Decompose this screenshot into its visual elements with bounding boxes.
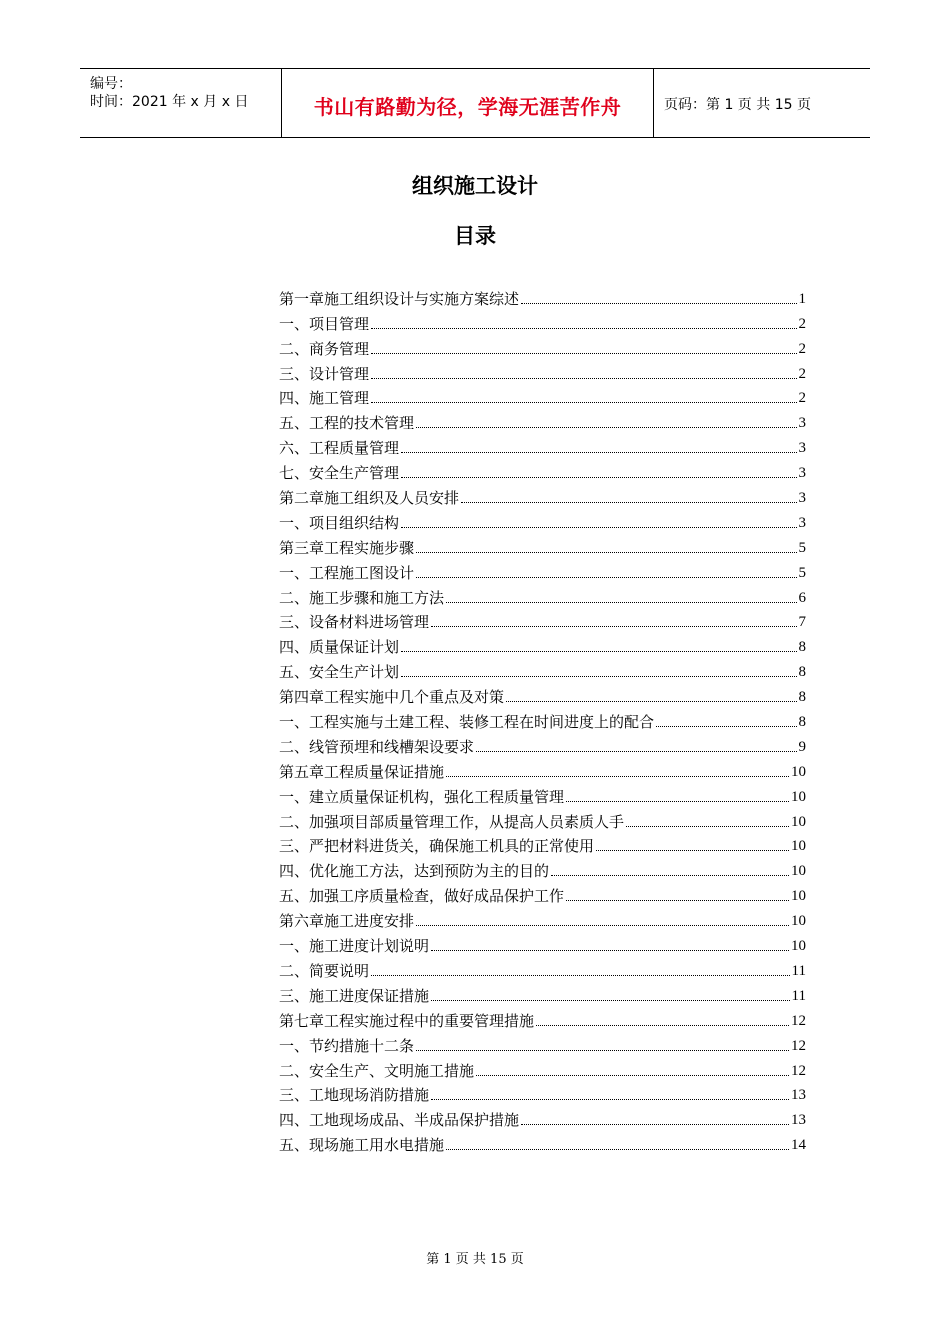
toc-entry-title: 四、优化施工方法，达到预防为主的目的	[279, 862, 550, 881]
toc-entry-title: 六、工程质量管理	[279, 439, 400, 458]
page-footer: 第 1 页 共 15 页	[426, 1252, 524, 1267]
toc-dot-leader	[476, 1074, 789, 1076]
toc-entry[interactable]	[279, 359, 806, 384]
toc-entry[interactable]	[279, 707, 806, 732]
toc-dot-leader	[416, 576, 796, 578]
document-header	[80, 68, 870, 138]
toc-entry-title: 五、现场施工用水电措施	[279, 1136, 445, 1155]
toc-entry[interactable]	[279, 981, 806, 1006]
toc-entry-title: 四、质量保证计划	[279, 638, 400, 657]
toc-entry-title: 三、设计管理	[279, 364, 370, 383]
toc-entry-title: 三、设备材料进场管理	[279, 613, 430, 632]
toc-entry[interactable]	[279, 757, 806, 782]
toc-dot-leader	[371, 974, 790, 976]
toc-entry-title: 二、施工步骤和施工方法	[279, 588, 445, 607]
toc-entry-page: 8	[798, 714, 806, 731]
toc-dot-leader	[476, 750, 796, 752]
toc-entry[interactable]	[279, 533, 806, 558]
toc-entry-title: 三、严把材料进货关，确保施工机具的正常使用	[279, 837, 595, 856]
toc-entry-title: 二、加强项目部质量管理工作，从提高人员素质人手	[279, 812, 625, 831]
toc-entry-page: 3	[798, 440, 806, 457]
toc-dot-leader	[446, 601, 796, 603]
toc-entry-page: 10	[791, 888, 806, 905]
toc-entry-page: 13	[791, 1087, 806, 1104]
toc-entry-title: 二、商务管理	[279, 339, 370, 358]
toc-entry-title: 一、项目管理	[279, 314, 370, 333]
toc-entry[interactable]	[279, 309, 806, 334]
toc-dot-leader	[506, 700, 796, 702]
toc-entry[interactable]	[279, 284, 806, 309]
toc-entry-page: 5	[798, 539, 806, 556]
toc-entry-page: 10	[791, 838, 806, 855]
document-number-label: 编号：	[90, 76, 132, 92]
toc-entry[interactable]	[279, 1105, 806, 1130]
toc-entry[interactable]	[279, 1081, 806, 1106]
toc-entry-page: 8	[798, 689, 806, 706]
toc-entry-page: 3	[798, 415, 806, 432]
toc-dot-leader	[431, 1098, 789, 1100]
toc-dot-leader	[566, 899, 789, 901]
toc-entry[interactable]	[279, 458, 806, 483]
toc-entry[interactable]	[279, 732, 806, 757]
toc-dot-leader	[536, 1024, 789, 1026]
toc-dot-leader	[416, 551, 796, 553]
toc-dot-leader	[371, 327, 796, 329]
toc-entry-page: 8	[798, 664, 806, 681]
toc-entry-page: 2	[798, 390, 806, 407]
toc-entry-title: 一、项目组织结构	[279, 513, 400, 532]
header-page-info: 页码：第 1 页 共 15 页	[664, 97, 811, 113]
toc-entry-page: 10	[791, 913, 806, 930]
toc-entry-title: 五、安全生产计划	[279, 663, 400, 682]
toc-entry-page: 3	[798, 465, 806, 482]
toc-entry-page: 10	[791, 813, 806, 830]
toc-dot-leader	[371, 401, 796, 403]
header-motto-cell	[282, 69, 654, 137]
toc-entry-page: 3	[798, 514, 806, 531]
toc-entry-title: 二、简要说明	[279, 961, 370, 980]
toc-dot-leader	[626, 825, 789, 827]
toc-entry-page: 2	[798, 340, 806, 357]
toc-entry-title: 第一章施工组织设计与实施方案综述	[279, 289, 520, 308]
header-page-cell	[654, 69, 870, 137]
toc-entry[interactable]	[279, 807, 806, 832]
toc-dot-leader	[566, 800, 789, 802]
table-of-contents	[279, 284, 806, 1155]
toc-entry-title: 第三章工程实施步骤	[279, 538, 415, 557]
toc-entry[interactable]	[279, 1006, 806, 1031]
toc-dot-leader	[461, 501, 796, 503]
toc-entry[interactable]	[279, 483, 806, 508]
toc-entry-title: 一、施工进度计划说明	[279, 937, 430, 956]
toc-entry-title: 一、节约措施十二条	[279, 1036, 415, 1055]
toc-entry-page: 10	[791, 788, 806, 805]
toc-entry-page: 12	[791, 1062, 806, 1079]
toc-dot-leader	[551, 874, 789, 876]
toc-entry-page: 11	[791, 987, 806, 1004]
toc-entry[interactable]	[279, 856, 806, 881]
toc-entry-page: 2	[798, 315, 806, 332]
toc-dot-leader	[596, 849, 789, 851]
toc-entry[interactable]	[279, 433, 806, 458]
toc-entry-page: 1	[798, 290, 806, 307]
toc-entry[interactable]	[279, 682, 806, 707]
toc-entry-page: 3	[798, 490, 806, 507]
document-date-label: 时间：2021 年 x 月 x 日	[90, 94, 249, 110]
toc-dot-leader	[401, 650, 796, 652]
toc-entry[interactable]	[279, 782, 806, 807]
toc-entry[interactable]	[279, 334, 806, 359]
toc-entry-page: 8	[798, 639, 806, 656]
toc-entry[interactable]	[279, 1031, 806, 1056]
toc-entry[interactable]	[279, 558, 806, 583]
toc-entry-page: 10	[791, 863, 806, 880]
toc-entry-page: 14	[791, 1137, 806, 1154]
toc-dot-leader	[416, 924, 789, 926]
toc-entry-title: 一、工程实施与土建工程、装修工程在时间进度上的配合	[279, 713, 655, 732]
toc-entry-page: 13	[791, 1112, 806, 1129]
toc-entry-title: 四、工地现场成品、半成品保护措施	[279, 1111, 520, 1130]
toc-entry-page: 12	[791, 1037, 806, 1054]
toc-dot-leader	[401, 451, 796, 453]
toc-entry[interactable]	[279, 508, 806, 533]
toc-entry[interactable]	[279, 832, 806, 857]
toc-entry[interactable]	[279, 583, 806, 608]
toc-dot-leader	[401, 526, 796, 528]
toc-dot-leader	[416, 1049, 789, 1051]
toc-dot-leader	[521, 1123, 789, 1125]
toc-entry-title: 三、施工进度保证措施	[279, 986, 430, 1005]
toc-entry-title: 二、线管预埋和线槽架设要求	[279, 737, 475, 756]
toc-entry-title: 七、安全生产管理	[279, 464, 400, 483]
toc-dot-leader	[416, 426, 796, 428]
toc-dot-leader	[656, 725, 796, 727]
toc-entry[interactable]	[279, 632, 806, 657]
toc-entry-title: 一、建立质量保证机构，强化工程质量管理	[279, 787, 565, 806]
toc-entry-title: 五、加强工序质量检查，做好成品保护工作	[279, 887, 565, 906]
header-motto: 书山有路勤为径，学海无涯苦作舟	[313, 95, 622, 119]
toc-entry-page: 5	[798, 564, 806, 581]
toc-dot-leader	[446, 1148, 789, 1150]
toc-dot-leader	[371, 377, 796, 379]
toc-entry-page: 6	[798, 589, 806, 606]
toc-entry-title: 一、工程施工图设计	[279, 563, 415, 582]
toc-entry-title: 第二章施工组织及人员安排	[279, 489, 460, 508]
toc-dot-leader	[401, 476, 796, 478]
toc-entry[interactable]	[279, 1130, 806, 1155]
toc-entry[interactable]	[279, 906, 806, 931]
toc-entry[interactable]	[279, 608, 806, 633]
document-title: 组织施工设计	[412, 174, 538, 198]
toc-entry-page: 10	[791, 938, 806, 955]
toc-dot-leader	[431, 999, 790, 1001]
toc-entry-page: 7	[798, 614, 806, 631]
toc-dot-leader	[371, 352, 796, 354]
toc-dot-leader	[431, 625, 796, 627]
toc-entry[interactable]	[279, 881, 806, 906]
toc-dot-leader	[446, 775, 789, 777]
toc-entry-title: 第七章工程实施过程中的重要管理措施	[279, 1011, 535, 1030]
toc-entry-page: 12	[791, 1012, 806, 1029]
header-meta-cell	[80, 69, 282, 137]
toc-entry-title: 三、工地现场消防措施	[279, 1086, 430, 1105]
toc-entry-title: 第五章工程质量保证措施	[279, 762, 445, 781]
toc-entry[interactable]	[279, 931, 806, 956]
toc-entry[interactable]	[279, 1056, 806, 1081]
toc-entry[interactable]	[279, 657, 806, 682]
toc-heading: 目录	[454, 224, 496, 248]
toc-entry-page: 2	[798, 365, 806, 382]
toc-entry-page: 10	[791, 763, 806, 780]
toc-dot-leader	[431, 949, 789, 951]
toc-entry-title: 五、工程的技术管理	[279, 414, 415, 433]
toc-dot-leader	[521, 302, 796, 304]
toc-entry[interactable]	[279, 408, 806, 433]
toc-entry[interactable]	[279, 384, 806, 409]
toc-dot-leader	[401, 675, 796, 677]
toc-entry-page: 11	[791, 962, 806, 979]
toc-entry[interactable]	[279, 956, 806, 981]
toc-entry-page: 9	[798, 738, 806, 755]
toc-entry-title: 二、安全生产、文明施工措施	[279, 1061, 475, 1080]
toc-entry-title: 第六章施工进度安排	[279, 912, 415, 931]
toc-entry-title: 四、施工管理	[279, 389, 370, 408]
toc-entry-title: 第四章工程实施中几个重点及对策	[279, 688, 505, 707]
